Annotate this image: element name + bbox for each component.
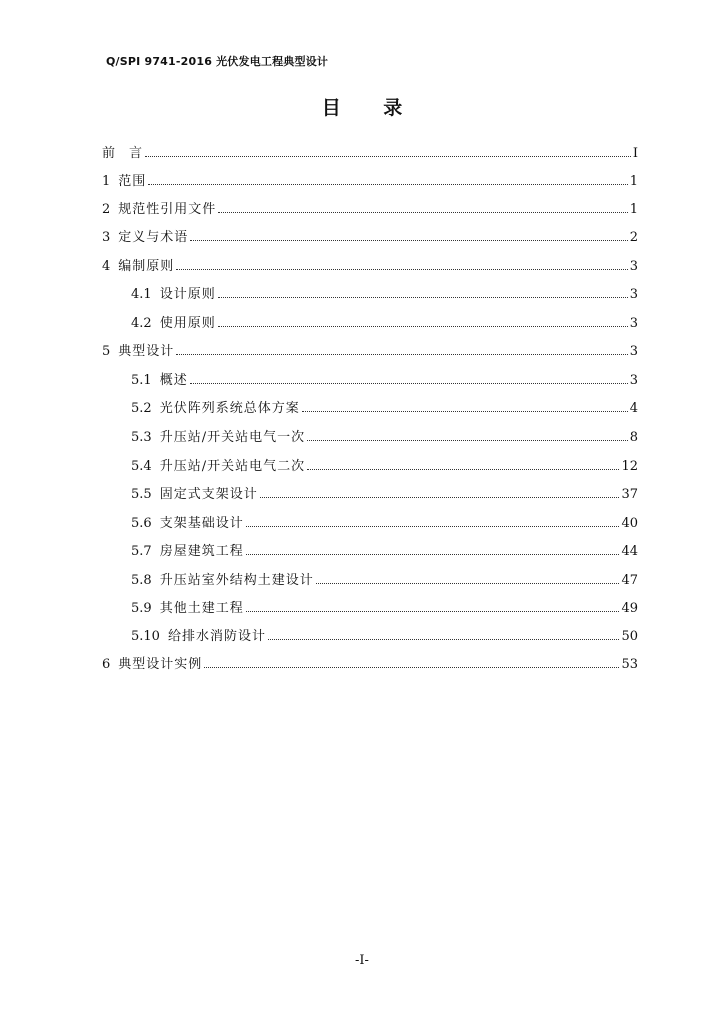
toc-entry-page: 37 bbox=[621, 487, 638, 502]
toc-entry-number: 5.2 bbox=[131, 401, 152, 416]
toc-entry-5-10[interactable] bbox=[131, 628, 638, 646]
toc-entry-page: 2 bbox=[629, 230, 638, 245]
toc-entry-foreword[interactable] bbox=[102, 145, 638, 163]
toc-entry-page: I bbox=[632, 146, 638, 161]
dot-leader bbox=[148, 183, 627, 185]
toc-entry-number: 5.1 bbox=[131, 373, 152, 388]
toc-entry-label: 房屋建筑工程 bbox=[159, 544, 244, 559]
page-number: -I- bbox=[355, 953, 369, 968]
dot-leader bbox=[307, 468, 619, 470]
dot-leader bbox=[176, 353, 627, 355]
toc-entry-number: 4.2 bbox=[131, 316, 152, 331]
toc-entry-number: 5.9 bbox=[131, 601, 152, 616]
toc-entry-6[interactable] bbox=[102, 656, 638, 674]
toc-entry-number: 5 bbox=[102, 344, 111, 359]
toc-entry-number: 前 bbox=[102, 146, 116, 161]
toc-entry-number: 5.6 bbox=[131, 516, 152, 531]
toc-entry-page: 3 bbox=[629, 316, 638, 331]
dot-leader bbox=[218, 211, 627, 213]
toc-entry-5-6[interactable] bbox=[131, 515, 638, 533]
toc-entry-page: 1 bbox=[629, 202, 638, 217]
toc-entry-label: 给排水消防设计 bbox=[167, 629, 266, 644]
dot-leader bbox=[176, 268, 627, 270]
toc-entry-1[interactable] bbox=[102, 173, 638, 191]
toc-entry-5-5[interactable] bbox=[131, 486, 638, 504]
dot-leader bbox=[218, 296, 628, 298]
dot-leader bbox=[260, 496, 620, 498]
dot-leader bbox=[190, 239, 627, 241]
toc-entry-3[interactable] bbox=[102, 229, 638, 247]
toc-entry-5-3[interactable] bbox=[131, 429, 638, 447]
toc-entry-number: 5.7 bbox=[131, 544, 152, 559]
toc-entry-5-1[interactable] bbox=[131, 372, 638, 390]
dot-leader bbox=[246, 525, 620, 527]
toc-entry-5-7[interactable] bbox=[131, 543, 638, 561]
toc-entry-label: 支架基础设计 bbox=[159, 516, 244, 531]
toc-entry-5-9[interactable] bbox=[131, 600, 638, 618]
toc-entry-number: 5.5 bbox=[131, 487, 152, 502]
toc-entry-page: 3 bbox=[629, 373, 638, 388]
toc-entry-label: 编制原则 bbox=[118, 259, 175, 274]
toc-entry-label: 规范性引用文件 bbox=[118, 202, 217, 217]
toc-entry-label: 定义与术语 bbox=[118, 230, 189, 245]
toc-entry-number: 5.8 bbox=[131, 573, 152, 588]
toc-entry-5-4[interactable] bbox=[131, 458, 638, 476]
toc-entry-4[interactable] bbox=[102, 258, 638, 276]
toc-entry-label: 言 bbox=[129, 146, 144, 161]
toc-entry-page: 1 bbox=[629, 174, 638, 189]
toc-entry-2[interactable] bbox=[102, 201, 638, 219]
toc-entry-label: 设计原则 bbox=[159, 287, 216, 302]
toc-entry-label: 固定式支架设计 bbox=[159, 487, 258, 502]
toc-entry-number: 5.4 bbox=[131, 459, 152, 474]
toc-entry-number: 4.1 bbox=[131, 287, 152, 302]
toc-entry-page: 40 bbox=[621, 516, 638, 531]
toc-entry-number: 5.3 bbox=[131, 430, 152, 445]
toc-entry-label: 升压站/开关站电气二次 bbox=[159, 459, 306, 474]
document-header: Q/SPI 9741-2016 光伏发电工程典型设计 bbox=[106, 55, 329, 68]
toc-entry-page: 3 bbox=[629, 344, 638, 359]
toc-entry-5-8[interactable] bbox=[131, 572, 638, 590]
toc-entry-page: 12 bbox=[621, 459, 638, 474]
toc-entry-number: 3 bbox=[102, 230, 111, 245]
dot-leader bbox=[190, 382, 628, 384]
toc-entry-number: 6 bbox=[102, 657, 111, 672]
toc-entry-number: 2 bbox=[102, 202, 111, 217]
toc-entry-5[interactable] bbox=[102, 343, 638, 361]
toc-entry-page: 8 bbox=[629, 430, 638, 445]
dot-leader bbox=[145, 155, 631, 157]
toc-entry-label: 升压站室外结构土建设计 bbox=[159, 573, 314, 588]
toc-entry-4-2[interactable] bbox=[131, 315, 638, 333]
page-title: 目 录 bbox=[321, 97, 421, 119]
toc-entry-label: 典型设计 bbox=[118, 344, 175, 359]
dot-leader bbox=[204, 666, 619, 668]
toc-entry-page: 53 bbox=[621, 657, 638, 672]
toc-entry-page: 4 bbox=[629, 401, 638, 416]
toc-entry-label: 光伏阵列系统总体方案 bbox=[159, 401, 300, 416]
toc-entry-label: 使用原则 bbox=[159, 316, 216, 331]
toc-entry-4-1[interactable] bbox=[131, 286, 638, 304]
toc-entry-page: 3 bbox=[629, 259, 638, 274]
dot-leader bbox=[246, 553, 620, 555]
toc-entry-label: 升压站/开关站电气一次 bbox=[159, 430, 306, 445]
toc-entry-page: 44 bbox=[621, 544, 638, 559]
toc-entry-number: 4 bbox=[102, 259, 111, 274]
dot-leader bbox=[218, 325, 628, 327]
toc-entry-5-2[interactable] bbox=[131, 400, 638, 418]
toc-entry-label: 其他土建工程 bbox=[159, 601, 244, 616]
dot-leader bbox=[246, 610, 620, 612]
toc-entry-label: 范围 bbox=[118, 174, 147, 189]
dot-leader bbox=[302, 410, 628, 412]
toc-entry-number: 5.10 bbox=[131, 629, 160, 644]
toc-entry-page: 50 bbox=[621, 629, 638, 644]
dot-leader bbox=[316, 582, 620, 584]
toc-entry-page: 47 bbox=[621, 573, 638, 588]
toc-entry-page: 3 bbox=[629, 287, 638, 302]
toc-entry-page: 49 bbox=[621, 601, 638, 616]
dot-leader bbox=[268, 638, 619, 640]
toc-entry-number: 1 bbox=[102, 174, 111, 189]
dot-leader bbox=[307, 439, 628, 441]
toc-entry-label: 概述 bbox=[159, 373, 188, 388]
toc-entry-label: 典型设计实例 bbox=[118, 657, 203, 672]
